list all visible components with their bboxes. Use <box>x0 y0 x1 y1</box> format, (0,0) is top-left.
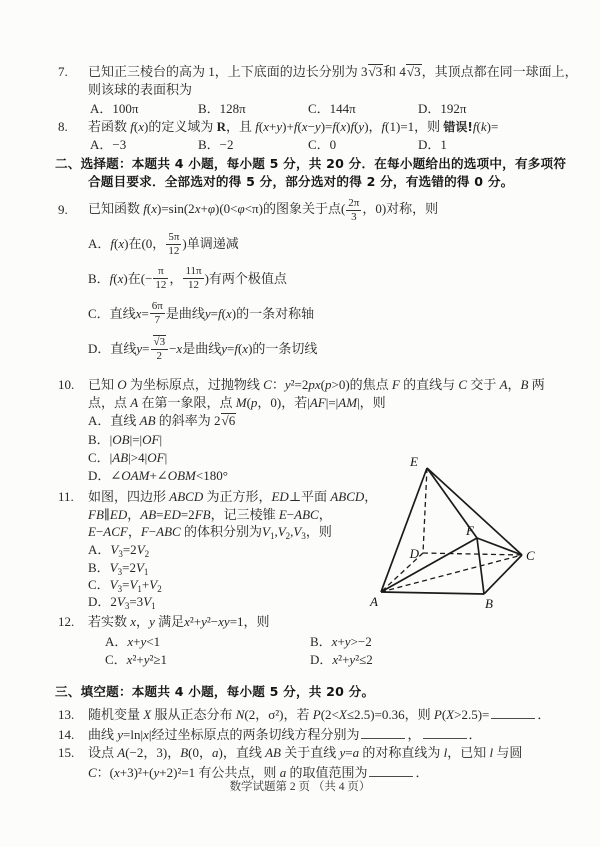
section-two-heading-line1: 二、选择题：本题共 4 小题，每小题 5 分，共 20 分．在每小题给出的选项中，有多项符 <box>55 156 567 171</box>
question-15-line2: C：(x+3)²+(y+2)²=1 有公共点，则 a 的取值范围为 ． <box>88 765 429 780</box>
edge-EA <box>381 468 427 592</box>
question-10-number: 10. <box>58 377 75 392</box>
vertex-label-C: C <box>526 548 535 563</box>
question-14-text: 曲线 y=ln|x|经过坐标原点的两条切线方程分别为 ， ． <box>88 727 482 742</box>
question-13-text: 随机变量 X 服从正态分布 N(2，σ²)，若 P(2<X≤2.5)=0.36，则 P(X>2.5)= ． <box>88 707 551 722</box>
question-15-line1 <box>58 745 522 761</box>
option-7d: D．192π <box>418 101 467 116</box>
section-three-heading: 三、填空题：本题共 4 小题，每小题 5 分，共 20 分。 <box>55 684 375 699</box>
option-7b: B．128π <box>198 101 246 116</box>
vertex-label-B: B <box>485 596 493 611</box>
question-13 <box>58 705 550 723</box>
question-10-line2: 点，点 A 在第一象限，点 M(p，0)，若|AF|=|AM|，则 <box>88 395 386 410</box>
option-8c: C．0 <box>308 137 337 152</box>
question-9-number: 9. <box>58 202 68 217</box>
question-14-number: 14. <box>58 727 75 742</box>
question-12-options-row1 <box>105 634 372 650</box>
question-7-options <box>90 101 466 117</box>
question-11-line3: E−ACF，F−ABC 的体积分别为$V_1,V_2,V_3$，则 <box>88 524 332 541</box>
option-10c: C．|AB|>4|OF| <box>88 450 168 465</box>
question-10-text: 已知 O 为坐标原点，过抛物线 C：y²=2px(p>0)的焦点 F 的直线与 C 交于 A，B 两 <box>88 377 545 392</box>
option-10a: A．直线 AB 的斜率为 2 √ 6 <box>88 413 236 429</box>
option-9d: D．直线 y = √ 3 2 − x 是曲线 y = f ( x )的一条切线 <box>88 331 317 367</box>
vertex-label-F: F <box>466 523 474 538</box>
geometry-diagram <box>362 449 547 612</box>
section-two-heading-line2: 合题目要求．全部选对的得 5 分，部分选对的得 2 分，有选错的得 0 分。 <box>88 174 514 189</box>
option-9c: C．直线 x = 6π 7 是曲线 y = f ( x )的一条对称轴 <box>88 300 315 326</box>
edge-ED <box>423 468 427 553</box>
option-9b: B． f ( x )在(− π 12 ， 11π 12 )有两个极值点 <box>88 265 287 291</box>
edge-BF <box>477 538 484 594</box>
option-7a: A．100π <box>90 101 139 116</box>
edge-DC <box>423 553 522 555</box>
edge-AC <box>381 555 522 592</box>
question-14 <box>58 725 482 743</box>
option-11d: D．$2V_3=3V_1$ <box>88 594 156 611</box>
question-12-stem <box>58 614 270 630</box>
question-13-number: 13. <box>58 707 75 722</box>
question-9-text: 已知函数 f(x)=sin(2x+φ)(0<φ<π)的图象关于点( $\frac{2\pi}{3}$ ，0)对称，则 <box>88 196 439 223</box>
option-7c: C．144π <box>308 101 356 116</box>
edge-EC <box>427 468 522 555</box>
edge-AF <box>381 538 477 592</box>
option-8d: D．1 <box>418 137 447 152</box>
option-10d: D．∠OAM+∠OBM<180° <box>88 468 228 483</box>
vertex-label-E: E <box>410 454 418 469</box>
option-12a: A．x+y<1 <box>105 634 161 649</box>
question-12-text: 若实数 x，y 满足x²+y²−xy=1，则 <box>88 614 270 629</box>
question-8-options <box>90 137 447 153</box>
option-9a: A． f ( x )在(0， 5π 12 )单调递减 <box>88 230 239 257</box>
question-11-line1 <box>58 489 377 505</box>
question-12-options-row2 <box>105 652 373 668</box>
question-7-line1 <box>58 64 578 80</box>
option-8b: B．−2 <box>198 137 234 152</box>
question-8-line1 <box>58 119 498 135</box>
edge-AB <box>381 592 484 594</box>
question-11-number: 11. <box>58 489 74 504</box>
question-15-text: 设点 A(−2，3)，B(0，a)，直线 AB 关于直线 y=a 的对称直线为 l，已知 l 与圆 <box>88 745 523 760</box>
option-11a: A．$V_3=2V_2$ <box>88 542 150 559</box>
option-11c: C．$V_3=V_1+V_2$ <box>88 577 162 594</box>
option-12d: D．x²+y²≤2 <box>310 652 373 667</box>
question-7-text: 已知正三棱台的高为 1，上下底面的边长分别为 3 √ 3和 4 √ 3，其顶点都在同一球面上， <box>88 64 578 79</box>
question-8-text: 若函数 f(x)的定义域为 R，且 f(x+y)+f(x−y)=f(x)f(y)，f(1)=1，则 错误!f(k)= <box>88 119 499 134</box>
vertex-label-D: D <box>409 546 419 561</box>
question-8-number: 8. <box>58 119 68 134</box>
edge-FC <box>477 538 522 555</box>
question-15-number: 15. <box>58 745 75 760</box>
question-7-number: 7. <box>58 64 68 79</box>
question-11-line2: FB∥ED，AB=ED=2FB，记三棱锥 E−ABC， <box>88 507 332 522</box>
option-11b: B．$V_3=2V_1$ <box>88 560 149 577</box>
option-12b: B．x+y>−2 <box>310 634 372 649</box>
question-9-stem <box>58 194 438 226</box>
option-10b: B．|OB|=|OF| <box>88 432 163 447</box>
footer-page-number: 数学试题第 2 页 （共 4 页） <box>229 781 371 793</box>
question-10-line1 <box>58 377 545 393</box>
option-8a: A．−3 <box>90 137 127 152</box>
option-12c: C．x²+y²≥1 <box>105 652 168 667</box>
question-11-text: 如图，四边形 ABCD 为正方形，ED⊥平面 ABCD， <box>88 489 378 504</box>
vertex-label-A: A <box>370 594 378 609</box>
question-7-line2: 则该球的表面积为 <box>88 82 193 97</box>
question-12-number: 12. <box>58 614 75 629</box>
edge-BC <box>484 555 522 594</box>
